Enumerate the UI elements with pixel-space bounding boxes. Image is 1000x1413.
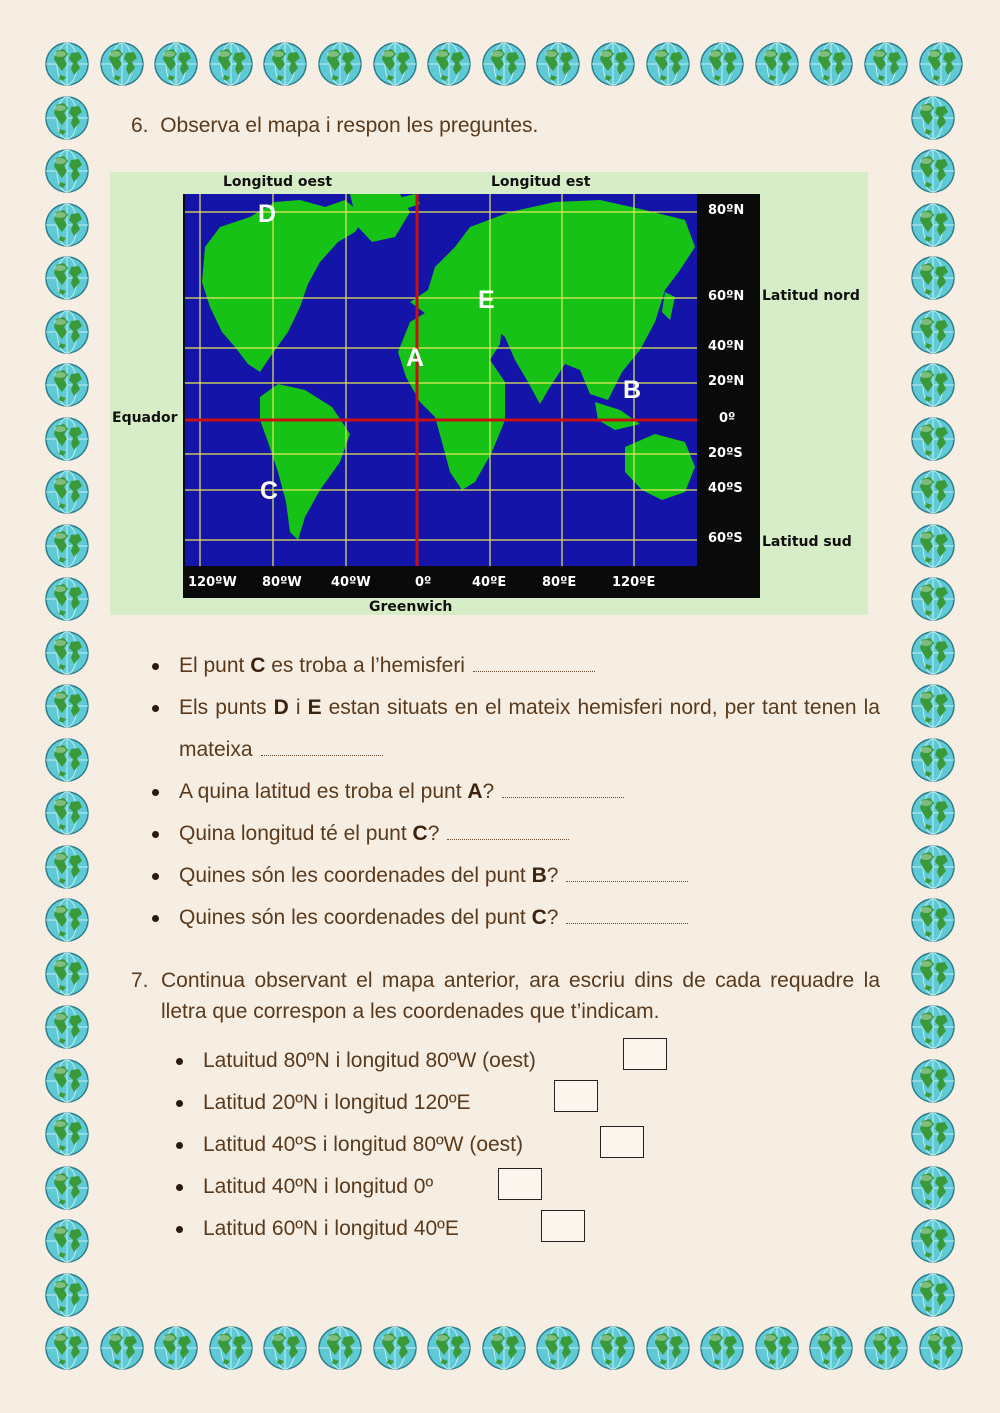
answer-box[interactable]: [498, 1168, 542, 1200]
globe-icon: [910, 1111, 956, 1157]
globe-icon: [44, 1272, 90, 1318]
globe-icon: [44, 630, 90, 676]
globe-icon: [44, 897, 90, 943]
question-number: 6.: [131, 114, 149, 137]
point-a: A: [406, 344, 425, 372]
globe-icon: [910, 576, 956, 622]
item-text: El punt: [179, 654, 251, 677]
question-number: 7.: [131, 969, 149, 992]
question-7-item: Latitud 40ºN i longitud 0º: [174, 1166, 536, 1208]
answer-box[interactable]: [600, 1126, 644, 1158]
item-point: D: [273, 696, 289, 719]
point-d: D: [258, 200, 277, 228]
globe-icon: [910, 202, 956, 248]
globe-icon: [372, 1325, 418, 1371]
world-map: [110, 172, 868, 615]
lat-tick: 20ºS: [708, 446, 743, 461]
globe-icon: [99, 41, 145, 87]
lon-tick: 40ºE: [472, 575, 507, 590]
globe-icon: [44, 951, 90, 997]
globe-icon: [44, 362, 90, 408]
lon-tick: 80ºW: [262, 575, 302, 590]
item-text: ?: [546, 864, 559, 887]
lat-tick: 60ºS: [708, 531, 743, 546]
globe-icon: [590, 41, 636, 87]
globe-icon: [44, 41, 90, 87]
question-text: Continua observant el mapa anterior, ara escriu dins de cada requadre la lletra que correspon a les coordenades que t’indicam.: [161, 969, 880, 1023]
world-map-figure: [110, 172, 868, 615]
item-text: Els punts: [179, 696, 274, 719]
lon-tick: 40ºW: [331, 575, 371, 590]
lat-tick: 40ºS: [708, 481, 743, 496]
globe-icon: [44, 790, 90, 836]
globe-icon: [910, 630, 956, 676]
item-point: C: [412, 822, 428, 845]
globe-icon: [808, 41, 854, 87]
lat-tick: 20ºN: [708, 374, 745, 389]
label-south-latitude: Latitud sud: [762, 534, 852, 550]
lat-tick: 80ºN: [708, 203, 745, 218]
question-7-list: [174, 1040, 536, 1250]
item-text: Quines són les coordenades del punt: [179, 906, 532, 929]
item-point: C: [531, 906, 547, 929]
globe-icon: [44, 1004, 90, 1050]
item-text: es troba a l’hemisferi: [265, 654, 465, 677]
globe-icon: [44, 1058, 90, 1104]
globe-icon: [910, 1004, 956, 1050]
answer-blank[interactable]: [473, 657, 595, 672]
question-7-item: Latitud 20ºN i longitud 120ºE: [174, 1082, 536, 1124]
globe-icon: [208, 41, 254, 87]
question-6-item: [150, 897, 880, 939]
globe-icon: [910, 683, 956, 729]
globe-icon: [44, 469, 90, 515]
item-text: Quina longitud té el punt: [179, 822, 413, 845]
question-6-item: [150, 813, 880, 855]
globe-icon: [535, 1325, 581, 1371]
globe-icon: [754, 1325, 800, 1371]
lat-tick: 40ºN: [708, 339, 745, 354]
item-text: Quines són les coordenades del punt: [179, 864, 532, 887]
globe-icon: [481, 1325, 527, 1371]
globe-icon: [262, 1325, 308, 1371]
globe-icon: [808, 1325, 854, 1371]
label-north-latitude: Latitud nord: [762, 288, 860, 304]
answer-blank[interactable]: [566, 909, 688, 924]
item-text: i: [288, 696, 308, 719]
item-point: C: [250, 654, 266, 677]
globe-icon: [44, 148, 90, 194]
globe-icon: [317, 1325, 363, 1371]
question-7-item: Latitud 60ºN i longitud 40ºE: [174, 1208, 536, 1250]
item-text: ?: [546, 906, 559, 929]
item-text: ?: [482, 780, 495, 803]
globe-icon: [44, 523, 90, 569]
question-7-item: Latuitud 80ºN i longitud 80ºW (oest): [174, 1040, 536, 1082]
globe-icon: [699, 41, 745, 87]
label-west-longitude: Longitud oest: [223, 174, 333, 190]
lat-tick: 60ºN: [708, 289, 745, 304]
item-text: ?: [427, 822, 440, 845]
answer-blank[interactable]: [447, 825, 569, 840]
answer-blank[interactable]: [502, 783, 624, 798]
question-text: Observa el mapa i respon les preguntes.: [160, 114, 539, 137]
answer-box[interactable]: [541, 1210, 585, 1242]
question-6-title: [131, 114, 538, 138]
point-e: E: [478, 286, 495, 314]
globe-icon: [863, 41, 909, 87]
lon-tick: 80ºE: [542, 575, 577, 590]
globe-icon: [44, 683, 90, 729]
globe-icon: [153, 41, 199, 87]
globe-icon: [918, 41, 964, 87]
globe-icon: [910, 148, 956, 194]
globe-icon: [426, 1325, 472, 1371]
globe-icon: [44, 1111, 90, 1157]
globe-icon: [262, 41, 308, 87]
lon-tick: 120ºW: [188, 575, 237, 590]
label-equator: Equador: [112, 410, 178, 426]
globe-icon: [910, 1218, 956, 1264]
globe-icon: [910, 255, 956, 301]
globe-icon: [910, 897, 956, 943]
question-7-title: [131, 965, 880, 1027]
globe-icon: [44, 95, 90, 141]
globe-icon: [910, 951, 956, 997]
globe-icon: [863, 1325, 909, 1371]
globe-icon: [645, 41, 691, 87]
globe-icon: [918, 1325, 964, 1371]
globe-icon: [910, 1165, 956, 1211]
lat-tick: 0º: [719, 411, 736, 426]
globe-icon: [44, 1325, 90, 1371]
globe-icon: [426, 41, 472, 87]
globe-icon: [910, 416, 956, 462]
answer-blank[interactable]: [566, 867, 688, 882]
globe-icon: [910, 1058, 956, 1104]
question-6-item: [150, 855, 880, 897]
globe-icon: [754, 41, 800, 87]
point-b: B: [623, 376, 642, 404]
globe-icon: [44, 416, 90, 462]
item-text: A quina latitud es troba el punt: [179, 780, 468, 803]
label-greenwich: Greenwich: [369, 599, 453, 615]
globe-icon: [44, 1165, 90, 1211]
globe-icon: [645, 1325, 691, 1371]
globe-icon: [208, 1325, 254, 1371]
globe-icon: [44, 255, 90, 301]
question-6-item: [150, 645, 880, 687]
globe-icon: [481, 41, 527, 87]
globe-icon: [44, 202, 90, 248]
globe-icon: [372, 41, 418, 87]
item-text: estan situats en el mateix hemisferi nord, per tant tenen la mateixa: [179, 696, 880, 761]
globe-icon: [44, 737, 90, 783]
lon-tick: 120ºE: [612, 575, 656, 590]
globe-icon: [317, 41, 363, 87]
item-point: E: [307, 696, 322, 719]
item-point: B: [531, 864, 547, 887]
globe-icon: [44, 844, 90, 890]
point-c: C: [260, 477, 279, 505]
label-east-longitude: Longitud est: [491, 174, 591, 190]
globe-icon: [910, 1272, 956, 1318]
question-7-item: Latitud 40ºS i longitud 80ºW (oest): [174, 1124, 536, 1166]
globe-icon: [910, 523, 956, 569]
globe-icon: [153, 1325, 199, 1371]
globe-icon: [699, 1325, 745, 1371]
item-point: A: [467, 780, 483, 803]
answer-box[interactable]: [623, 1038, 667, 1070]
globe-icon: [44, 1218, 90, 1264]
answer-box[interactable]: [554, 1080, 598, 1112]
globe-icon: [910, 309, 956, 355]
globe-icon: [910, 95, 956, 141]
globe-icon: [910, 790, 956, 836]
question-6-list: [150, 645, 880, 939]
globe-icon: [910, 362, 956, 408]
globe-icon: [44, 576, 90, 622]
question-6-item: [150, 687, 880, 771]
lon-tick: 0º: [415, 575, 432, 590]
question-6-item: [150, 771, 880, 813]
globe-icon: [44, 309, 90, 355]
globe-icon: [590, 1325, 636, 1371]
globe-icon: [910, 469, 956, 515]
globe-icon: [910, 844, 956, 890]
globe-icon: [535, 41, 581, 87]
answer-blank[interactable]: [261, 741, 383, 756]
globe-icon: [910, 737, 956, 783]
globe-icon: [99, 1325, 145, 1371]
